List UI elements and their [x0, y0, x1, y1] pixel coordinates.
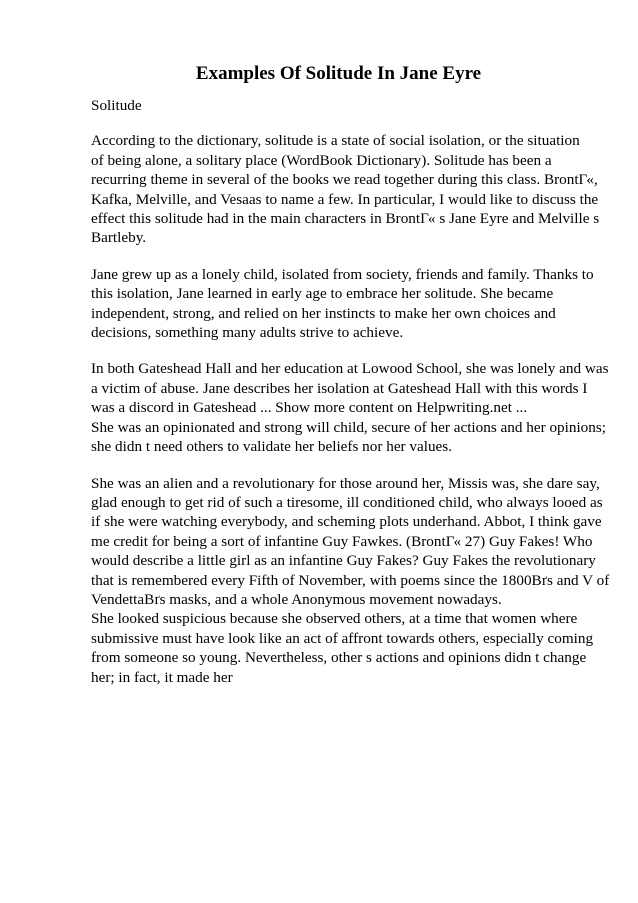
- paragraph-line: that is remembered every Fifth of November, with poems since the 1800Вґs and V of: [91, 571, 610, 589]
- heading-text: Solitude: [91, 97, 142, 114]
- paragraph-line: her; in fact, it made her: [91, 668, 233, 686]
- paragraph-1: [91, 131, 600, 247]
- paragraph-line: Jane grew up as a lonely child, isolated from society, friends and family. Thanks to: [91, 265, 594, 283]
- section-heading: [91, 96, 586, 115]
- paragraph-line: independent, strong, and relied on her instincts to make her own choices and: [91, 304, 556, 322]
- paragraph-line: of being alone, a solitary place (WordBook Dictionary). Solitude has been a: [91, 151, 552, 169]
- paragraph-4: [91, 474, 610, 687]
- paragraph-line: decisions, something many adults strive to achieve.: [91, 324, 404, 342]
- paragraph-line: was a discord in Gateshead ... Show more content on Helpwriting.net ...: [91, 399, 528, 417]
- paragraph-line: this isolation, Jane learned in early age to embrace her solitude. She became: [91, 285, 554, 303]
- paragraph-line: She was an opinionated and strong will child, secure of her actions and her opinions;: [91, 418, 606, 436]
- paragraph-line: In both Gateshead Hall and her education at Lowood School, she was lonely and was: [91, 360, 609, 378]
- paragraph-line: recurring theme in several of the books we read together during this class. BrontГ«,: [91, 171, 598, 189]
- paragraph-line: VendettaВґs masks, and a whole Anonymous movement nowadays.: [91, 590, 502, 608]
- paragraph-line: She was an alien and a revolutionary for those around her, Missis was, she dare say,: [91, 474, 600, 492]
- paragraph-line: Bartleby.: [91, 229, 147, 247]
- paragraph-line: glad enough to get rid of such a tiresome, ill conditioned child, who always looed as: [91, 493, 603, 511]
- paragraph-line: effect this solitude had in the main characters in BrontГ« s Jane Eyre and Melville s: [91, 210, 600, 228]
- paragraph-line: submissive must have look like an act of affront towards others, especially coming: [91, 629, 594, 647]
- paragraph-line: She looked suspicious because she observed others, at a time that women where: [91, 610, 578, 628]
- paragraph-line: Kafka, Melville, and Vesaas to name a few. In particular, I would like to discuss the: [91, 190, 599, 208]
- paragraph-line: would describe a little girl as an infantine Guy Fakes? Guy Fakes the revolutionary: [91, 552, 596, 570]
- paragraph-line: from someone so young. Nevertheless, other s actions and opinions didn t change: [91, 649, 587, 667]
- paragraph-line: a victim of abuse. Jane describes her isolation at Gateshead Hall with this words I: [91, 379, 588, 397]
- document-title: Examples Of Solitude In Jane Eyre: [195, 63, 482, 84]
- paragraph-2: [91, 265, 594, 343]
- paragraph-3: [91, 359, 609, 456]
- paragraph-line: she didn t need others to validate her beliefs nor her values.: [91, 438, 453, 456]
- paragraph-line: According to the dictionary, solitude is a state of social isolation, or the situation: [91, 132, 580, 150]
- paragraph-line: me credit for being a sort of infantine Guy Fawkes. (BrontГ« 27) Guy Fakes! Who: [91, 532, 593, 550]
- paragraph-line: if she were watching everybody, and scheming plots underhand. Abbot, I think gave: [91, 513, 602, 531]
